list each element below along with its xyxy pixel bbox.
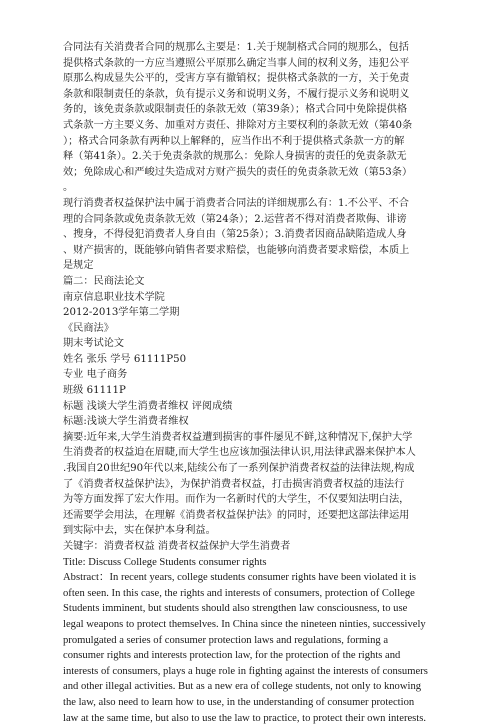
text-line: 合同法有关消费者合同的规那么主要是：1.关于规制格式合同的规那么，包括 xyxy=(63,42,409,53)
consumer-law-section xyxy=(63,196,440,274)
text-line: 生消费者的权益迫在眉睫,而大学生也应该加强法律认识,用法律武器来保护本人 xyxy=(63,447,416,459)
school-name: 南京信息职业技术学院 xyxy=(63,291,165,303)
major-line: 专业 电子商务 xyxy=(63,369,128,381)
text-line: legal weapons to protect themselves. In China since the nineteen ninties, successively xyxy=(63,618,426,630)
text-line: 、财产损害的，既能够向销售者要求赔偿，也能够向消费者要求赔偿，本质上 xyxy=(63,244,410,256)
text-line: 摘要:近年来,大学生消费者权益遭到损害的事件屡见不鲜,这种情况下,保护大学 xyxy=(63,431,413,443)
paper-type: 期末考试论文 xyxy=(63,338,125,350)
text-line: and other illegal activities. But as a new era of college students, not only to knowing xyxy=(63,681,422,693)
text-line: interests of consumers, plays a huge role in fighting against the interests of consumers xyxy=(63,665,428,677)
text-line: 现行消费者权益保护法中属于消费者合同法的详细规那么有：1.不公平、不合 xyxy=(63,197,409,209)
english-title: Title: Discuss College Students consumer rights xyxy=(63,556,267,568)
class-line: 班级 61111P xyxy=(63,385,126,397)
chapter-heading: 篇二：民商法论文 xyxy=(63,275,145,287)
text-line: Students imminent, but students should also strengthen law consciousness, to use xyxy=(63,603,408,615)
student-info: 姓名 张乐 学号 61111P50 xyxy=(63,353,187,365)
text-line: 为等方面发挥了宏大作用。而作为一名新时代的大学生，不仅要知法明白法， xyxy=(63,494,410,506)
paper-title: 标题:浅谈大学生消费者维权 xyxy=(63,416,189,428)
term-line: 2012-2013学年第二学期 xyxy=(63,307,180,319)
text-line: law at the same time, but also to use the law to practice, to protect their own interests. xyxy=(63,712,427,724)
text-line: 原那么构成显失公平的，受害方享有撤销权；提供格式条款的一方，关于免责 xyxy=(63,73,410,85)
text-line: ）；格式合同条款有两种以上解释的，应当作出不利于提供格式条款一方的解 xyxy=(63,135,405,147)
english-abstract xyxy=(63,555,440,726)
text-line: the law, also need to learn how to use, in the understanding of consumer protection xyxy=(63,696,415,708)
text-line: 还需要学会用法，在理解《消费者权益保护法》的同时，还要把这部法律运用 xyxy=(63,509,410,521)
text-line: often seen. In this case, the rights and interests of consumers, protection of College xyxy=(63,587,415,599)
title-score-line: 标题 浅谈大学生消费者维权 评阅成绩 xyxy=(63,400,233,412)
text-line: 了《消费者权益保护法》，为保护消费者权益，打击损害消费者权益的违法行 xyxy=(63,478,405,490)
text-line: 务的，该免责条款或限制责任的条款无效（第39条）；格式合同中免除提供格 xyxy=(63,104,408,116)
text-line: 释（第41条）。2.关于免责条款的规那么：免除人身损害的责任的免责条款无 xyxy=(63,151,407,163)
text-line: 、搜身，不得侵犯消费者人身自由（第25条）；3.消费者因商品缺陷造成人身 xyxy=(63,229,407,241)
text-line: 式条款一方主要义务、加重对方责任、排除对方主要权利的条款无效（第40条 xyxy=(63,119,413,131)
text-line: 。 xyxy=(63,182,74,194)
contract-law-section xyxy=(63,40,440,196)
course-name: 《民商法》 xyxy=(63,322,114,334)
text-line: promulgated a series of consumer protection laws and regulations, forming a xyxy=(63,634,389,646)
text-line: .我国自20世纪90年代以来,陆续公布了一系列保护消费者权益的法律法规,构成 xyxy=(63,463,415,475)
text-line: consumer rights and interests protection law, for the protection of the rights and xyxy=(63,650,401,662)
text-line: Abstract：In recent years, college students consumer rights have been violated it is xyxy=(63,572,417,584)
paper-header xyxy=(63,274,440,430)
text-line: 效；免除成心和严峻过失造成对方财产损失的责任的免责条款无效（第53条） xyxy=(63,166,413,178)
text-line: 到实际中去，实在保护本身利益。 xyxy=(63,525,216,537)
text-line: 是规定 xyxy=(63,260,94,272)
text-line: 条款和限制责任的条款，负有提示义务和说明义务，不履行提示义务和说明义 xyxy=(63,88,410,100)
text-line: 提供格式条款的一方应当遵照公平原那么确定当事人间的权利义务，违犯公平 xyxy=(63,57,410,69)
text-line: 理的合同条款或免责条款无效（第24条）；2.运营者不得对消费者欺侮、诽谤 xyxy=(63,213,407,225)
keywords-line: 关键字：消费者权益 消费者权益保护大学生消费者 xyxy=(63,541,291,552)
chinese-abstract xyxy=(63,430,440,555)
document-page xyxy=(63,40,440,726)
